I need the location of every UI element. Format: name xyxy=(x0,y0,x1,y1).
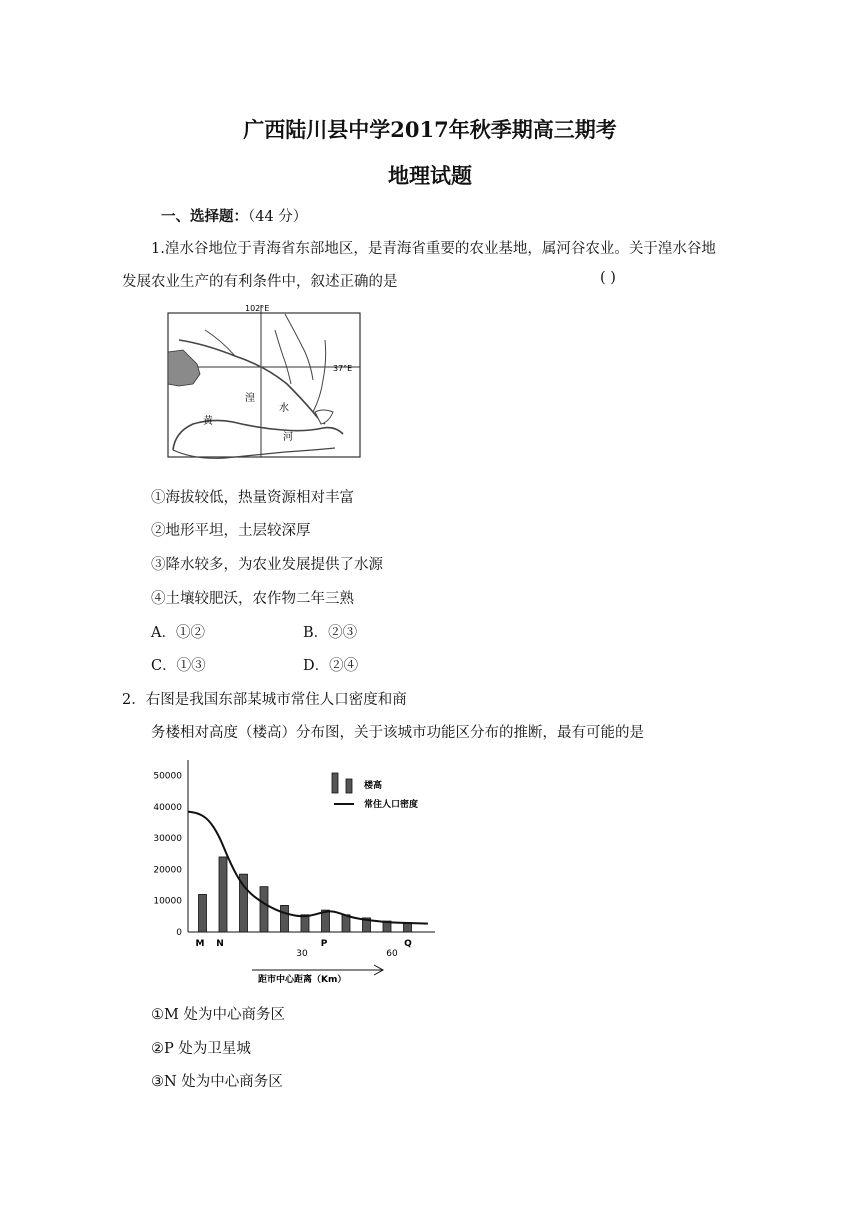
x-tick-label-m: M xyxy=(195,939,205,949)
building-height-bar xyxy=(301,915,309,932)
map-label-yellow-char2: 河 xyxy=(283,432,293,443)
section-heading xyxy=(161,205,307,226)
q1-statement-3: ③降水较多，为农业发展提供了水源 xyxy=(151,557,383,573)
section-score: （44 分） xyxy=(248,209,308,225)
q1-option-d: D．②④ xyxy=(303,658,359,674)
building-height-bar xyxy=(281,905,289,932)
x-tick-label-60: 60 xyxy=(386,949,398,959)
q1-stem-line1: 1.湟水谷地位于青海省东部地区，是青海省重要的农业基地，属河谷农业。关于湟水谷地 xyxy=(151,241,716,257)
x-tick-label-p: P xyxy=(320,939,328,949)
legend-bar-label: 楼高 xyxy=(364,781,383,791)
x-tick-label-n: N xyxy=(216,939,224,949)
y-tick-label: 40000 xyxy=(153,802,182,813)
q2-statement-2: ②P 处为卫星城 xyxy=(151,1041,251,1057)
q1-map xyxy=(165,300,365,475)
q1-option-b: B．②③ xyxy=(303,625,358,641)
legend-bar-swatch xyxy=(346,779,352,793)
map-label-huang-char1: 湟 xyxy=(245,393,255,404)
legend-line-label: 常住人口密度 xyxy=(364,800,419,810)
building-height-bar xyxy=(219,857,227,932)
map-longitude-label: 102°E xyxy=(245,304,270,313)
page-title: 广西陆川县中学2017年秋季期高三期考 xyxy=(243,117,617,142)
q1-option-c: C．①③ xyxy=(151,658,206,674)
q1-statement-1: ①海拔较低，热量资源相对丰富 xyxy=(151,490,354,506)
legend-bar-swatch xyxy=(332,773,338,793)
map-label-yellow-char1: 黄 xyxy=(203,416,213,427)
x-tick-label-q: Q xyxy=(404,939,412,949)
y-tick-label: 50000 xyxy=(153,771,182,782)
q2-statement-1: ①M 处为中心商务区 xyxy=(151,1007,285,1023)
x-axis-label: 距市中心距离（Km） xyxy=(258,975,347,984)
map-latitude-label: 37°E xyxy=(333,364,353,373)
y-tick-label: 30000 xyxy=(153,834,182,845)
map-label-huang-char2: 水 xyxy=(279,403,289,414)
section-label: 一、选择题： xyxy=(161,208,248,225)
q1-option-a: A．①② xyxy=(151,625,205,641)
building-height-bar xyxy=(199,894,207,932)
q2-stem-line2: 务楼相对高度（楼高）分布图，关于该城市功能区分布的推断，最有可能的是 xyxy=(151,725,644,741)
x-tick-label-30: 30 xyxy=(296,949,308,959)
q1-answer-bracket: ( ) xyxy=(600,270,616,286)
q1-stem-line2: 发展农业生产的有利条件中，叙述正确的是 xyxy=(122,274,398,290)
page-subtitle: 地理试题 xyxy=(388,163,472,188)
q1-statement-2: ②地形平坦，土层较深厚 xyxy=(151,523,311,539)
q2-chart xyxy=(150,752,450,984)
building-height-bar xyxy=(260,887,268,932)
y-tick-label: 0 xyxy=(176,928,182,938)
y-tick-label: 10000 xyxy=(153,896,182,907)
q2-statement-3: ③N 处为中心商务区 xyxy=(151,1074,283,1090)
y-tick-label: 20000 xyxy=(153,865,182,876)
q2-stem-line1: 2．右图是我国东部某城市常住人口密度和商 xyxy=(122,692,407,708)
q1-statement-4: ④土壤较肥沃，农作物二年三熟 xyxy=(151,591,354,607)
